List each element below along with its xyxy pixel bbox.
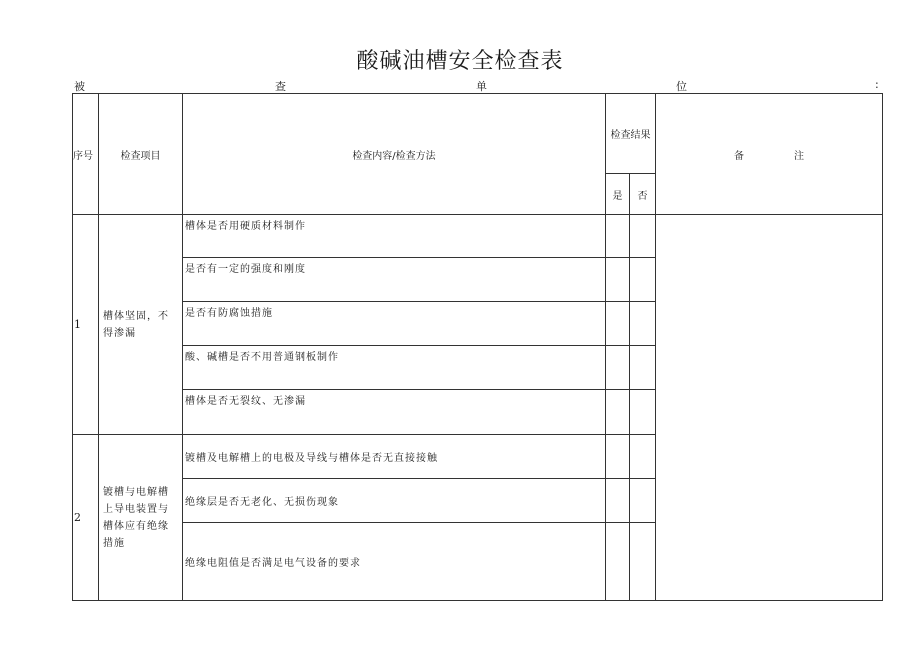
inspected-unit-line xyxy=(72,78,882,94)
header-item: 检查项目 xyxy=(99,94,183,215)
no-cell[interactable] xyxy=(630,215,656,258)
check-content: 绝缘电阻值是否满足电气设备的要求 xyxy=(183,523,606,601)
no-cell[interactable] xyxy=(630,346,656,390)
page-title: 酸碱油槽安全检查表 xyxy=(356,49,564,74)
group-1-item: 槽体坚固，不得渗漏 xyxy=(99,215,183,435)
no-cell[interactable] xyxy=(630,258,656,302)
no-cell[interactable] xyxy=(630,390,656,435)
check-content: 绝缘层是否无老化、无损伤现象 xyxy=(183,479,606,523)
no-cell[interactable] xyxy=(630,523,656,601)
yes-cell[interactable] xyxy=(606,390,630,435)
group-2-item: 镀槽与电解槽上导电装置与槽体应有绝缘措施 xyxy=(99,435,183,601)
header-content: 检查内容/检查方法 xyxy=(183,94,606,215)
yes-cell[interactable] xyxy=(606,215,630,258)
yes-cell[interactable] xyxy=(606,302,630,346)
header-remark-1: 备 xyxy=(734,150,744,162)
check-content: 镀槽及电解槽上的电极及导线与槽体是否无直接接触 xyxy=(183,435,606,479)
unit-char-4: 位 xyxy=(676,80,687,93)
header-no: 否 xyxy=(630,174,656,215)
group-2-seq: 2 xyxy=(73,435,99,601)
yes-cell[interactable] xyxy=(606,523,630,601)
no-cell[interactable] xyxy=(630,302,656,346)
inspection-table xyxy=(72,93,883,601)
remark-cell[interactable] xyxy=(656,215,883,601)
group-1-seq: 1 xyxy=(73,215,99,435)
header-result: 检查结果 xyxy=(606,94,656,174)
yes-cell[interactable] xyxy=(606,258,630,302)
check-content: 槽体是否无裂纹、无渗漏 xyxy=(183,390,606,435)
yes-cell[interactable] xyxy=(606,479,630,523)
header-remark xyxy=(656,94,883,215)
unit-char-1: 被 xyxy=(74,80,85,93)
check-content: 是否有一定的强度和刚度 xyxy=(183,258,606,302)
yes-cell[interactable] xyxy=(606,435,630,479)
no-cell[interactable] xyxy=(630,435,656,479)
unit-char-3: 单 xyxy=(476,80,487,93)
unit-char-colon: : xyxy=(875,78,879,91)
header-seq: 序号 xyxy=(73,94,99,215)
check-content: 酸、碱槽是否不用普通钢板制作 xyxy=(183,346,606,390)
header-yes: 是 xyxy=(606,174,630,215)
no-cell[interactable] xyxy=(630,479,656,523)
yes-cell[interactable] xyxy=(606,346,630,390)
check-content: 槽体是否用硬质材料制作 xyxy=(183,215,606,258)
header-remark-2: 注 xyxy=(794,150,804,162)
unit-char-2: 查 xyxy=(275,80,286,93)
check-content: 是否有防腐蚀措施 xyxy=(183,302,606,346)
